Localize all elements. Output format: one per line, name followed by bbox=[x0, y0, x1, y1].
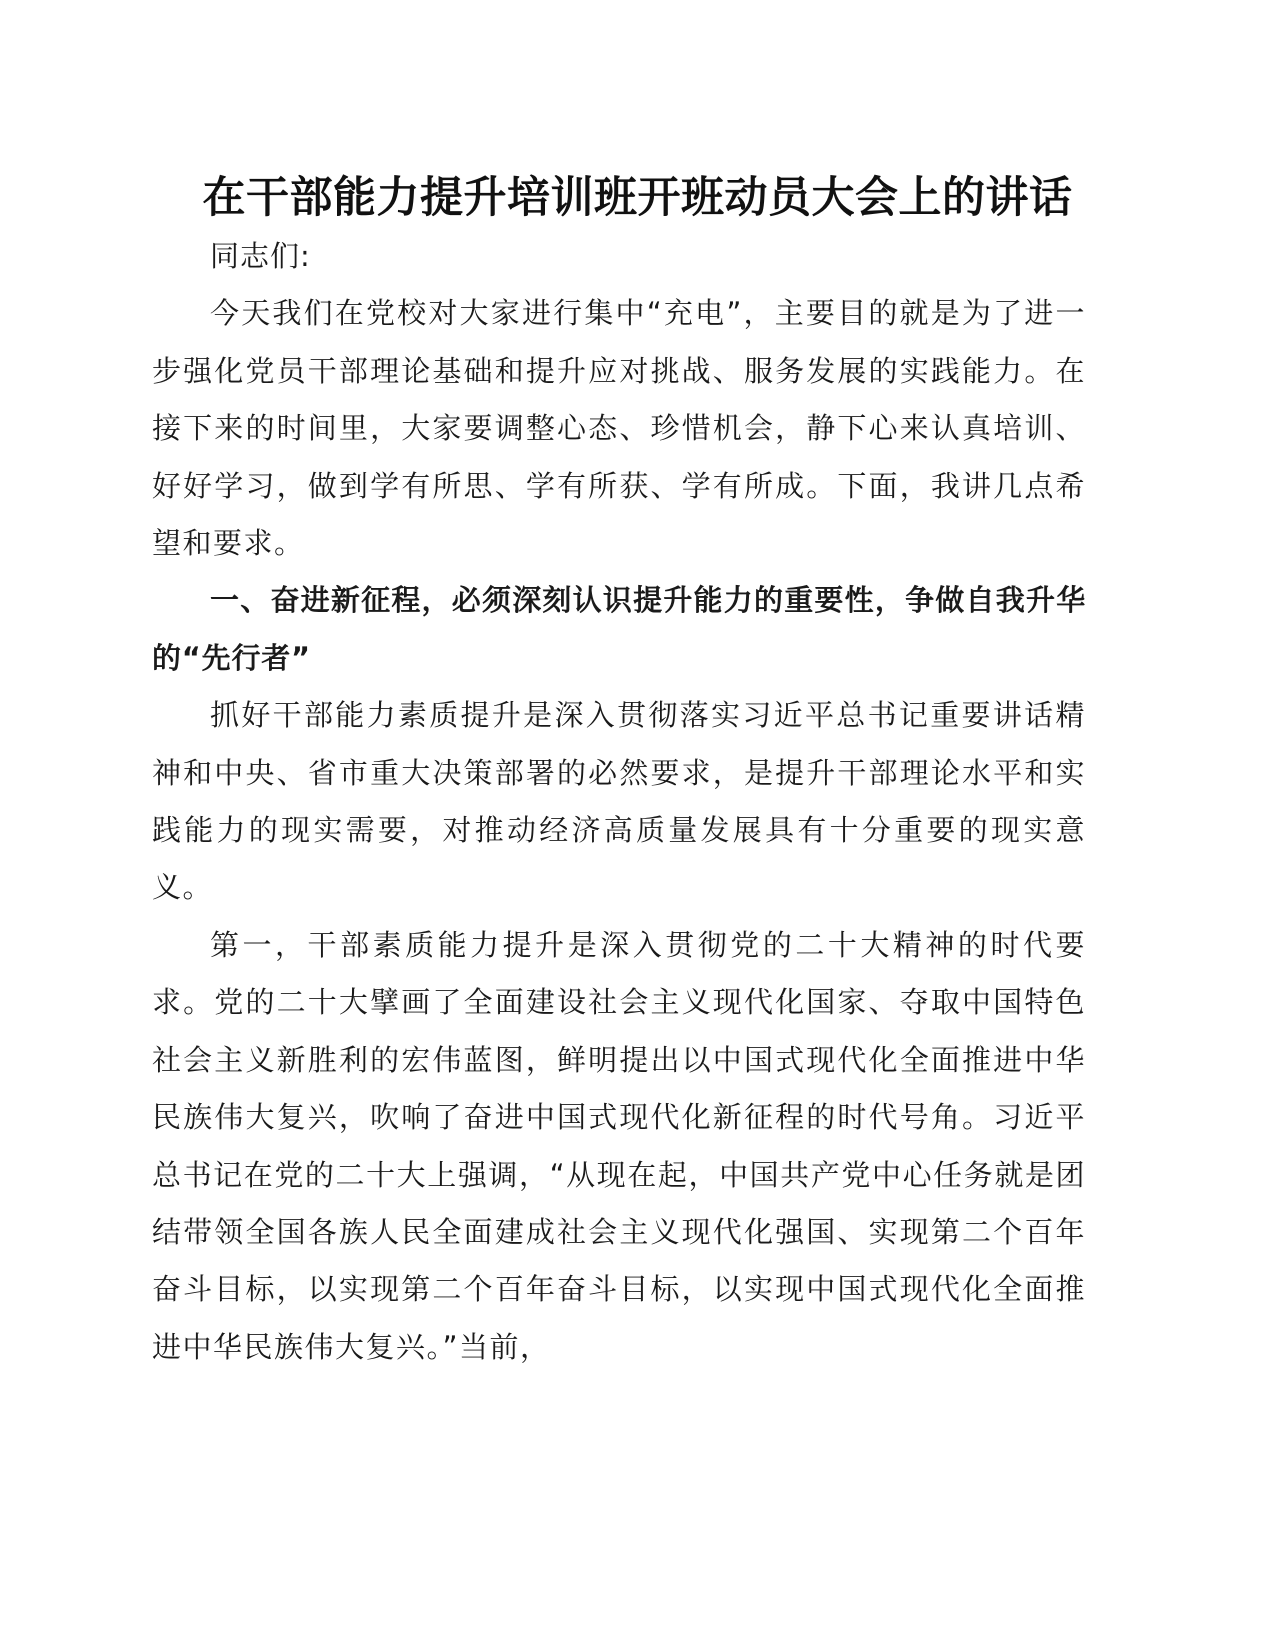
paragraph-section-1-intro: 抓好干部能力素质提升是深入贯彻落实习近平总书记重要讲话精神和中央、省市重大决策部署的必然要求，是提升干部理论水平和实践能力的现实需要，对推动经济高质量发展具有十分重要的现实意义。 bbox=[152, 698, 1086, 905]
salutation: 同志们: bbox=[210, 239, 311, 273]
paragraph-point-1: 第一，干部素质能力提升是深入贯彻党的二十大精神的时代要求。党的二十大擘画了全面建设社会主义现代化国家、夺取中国特色社会主义新胜利的宏伟蓝图，鲜明提出以中国式现代化全面推进中华民族伟大复兴，吹响了奋进中国式现代化新征程的时代号角。习近平总书记在党的二十大上强调，“从现在起，中国共产党中心任务就是团结带领全国各族人民全面建成社会主义现代化强国、实现第二个百年奋斗目标，以实现第二个百年奋斗目标，以实现中国式现代化全面推进中华民族伟大复兴。”当前， bbox=[152, 927, 1086, 1364]
document-title: 在干部能力提升培训班开班动员大会上的讲话 bbox=[202, 173, 1073, 223]
section-heading-1: 一、奋进新征程，必须深刻认识提升能力的重要性，争做自我升华的“先行者” bbox=[152, 583, 1086, 675]
paragraph-intro: 今天我们在党校对大家进行集中“充电”，主要目的就是为了进一步强化党员干部理论基础和提升应对挑战、服务发展的实践能力。在接下来的时间里，大家要调整心态、珍惜机会，静下心来认真培训、好好学习，做到学有所思、学有所获、学有所成。下面，我讲几点希望和要求。 bbox=[152, 296, 1086, 561]
document-body bbox=[152, 228, 1086, 1376]
